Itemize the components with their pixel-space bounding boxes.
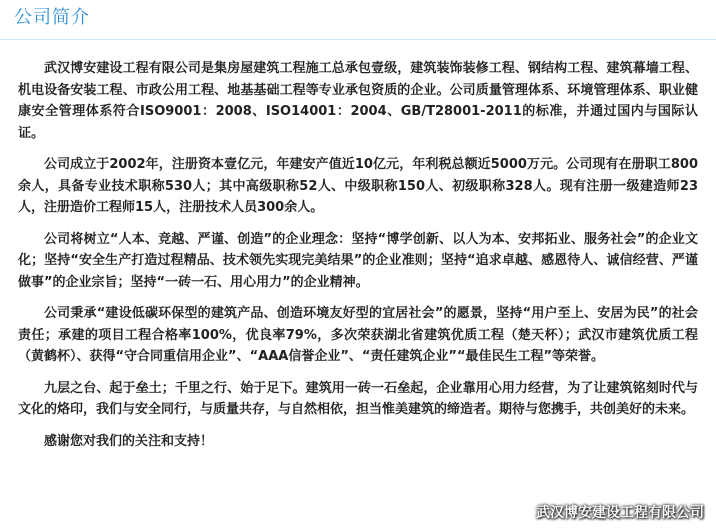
paragraph-mission: 九层之台、起于垒土；千里之行、始于足下。建筑用一砖一石垒起，企业靠用心用力经营，为了让建筑铭刻时代与文化的烙印，我们与安全同行，与质量共存，与自然相依，担当惟美建筑的缔造者。期待与您携手，共创美好的未来。 [18,380,698,417]
paragraph-corporate-culture: 公司将树立“人本、竞越、严谨、创造”的企业理念：坚持“博学创新、以人为本、安邦拓业、服务社会”的企业文化；坚持“安全生产打造过程精品、技术领先实现完美结果”的企业准则；坚持“追求卓越、感恩待人、诚信经营、严谨做事”的企业宗旨；坚持“一砖一石、用心用力”的企业精神。 [18,231,698,290]
paragraph-qualifications: 武汉博安建设工程有限公司是集房屋建筑工程施工总承包壹级，建筑装饰装修工程、钢结构工程、建筑幕墙工程、机电设备安装工程、市政公用工程、地基基础工程等专业承包资质的企业。公司质量管理体系、环境管理体系、职业健康安全管理体系符合ISO9001：2008、ISO14001：2004、GB/T28001-2011的标准，并通过国内与国际认证。 [18,61,698,141]
wechat-watermark [508,502,704,522]
wechat-icon [508,503,530,521]
company-intro-body [18,58,698,462]
paragraph-thanks: 感谢您对我们的关注和支持！ [44,433,214,449]
paragraph-company-scale: 公司成立于2002年，注册资本壹亿元，年建安产值近10亿元，年利税总额近5000万元。公司现有在册职工800余人，具备专业技术职称530人；其中高级职称52人、中级职称150人、初级职称328人。现有注册一级建造师23人，注册造价工程师15人，注册技术人员300余人。 [18,157,698,215]
paragraph-vision-honors: 公司秉承“建设低碳环保型的建筑产品、创造环境友好型的宜居社会”的愿景，坚持“用户至上、安居为民”的社会责任；承建的项目工程合格率100%，优良率79%，多次荣获湖北省建筑优质工程（楚天杯）；武汉市建筑优质工程（黄鹤杯）、获得“守合同重信用企业”、“AAA信誉企业”、“责任建筑企业”“最佳民生工程”等荣誉。 [18,306,698,364]
section-header [0,0,716,40]
page-title: 公司简介 [14,7,90,28]
watermark-text: 武汉博安建设工程有限公司 [536,505,704,521]
